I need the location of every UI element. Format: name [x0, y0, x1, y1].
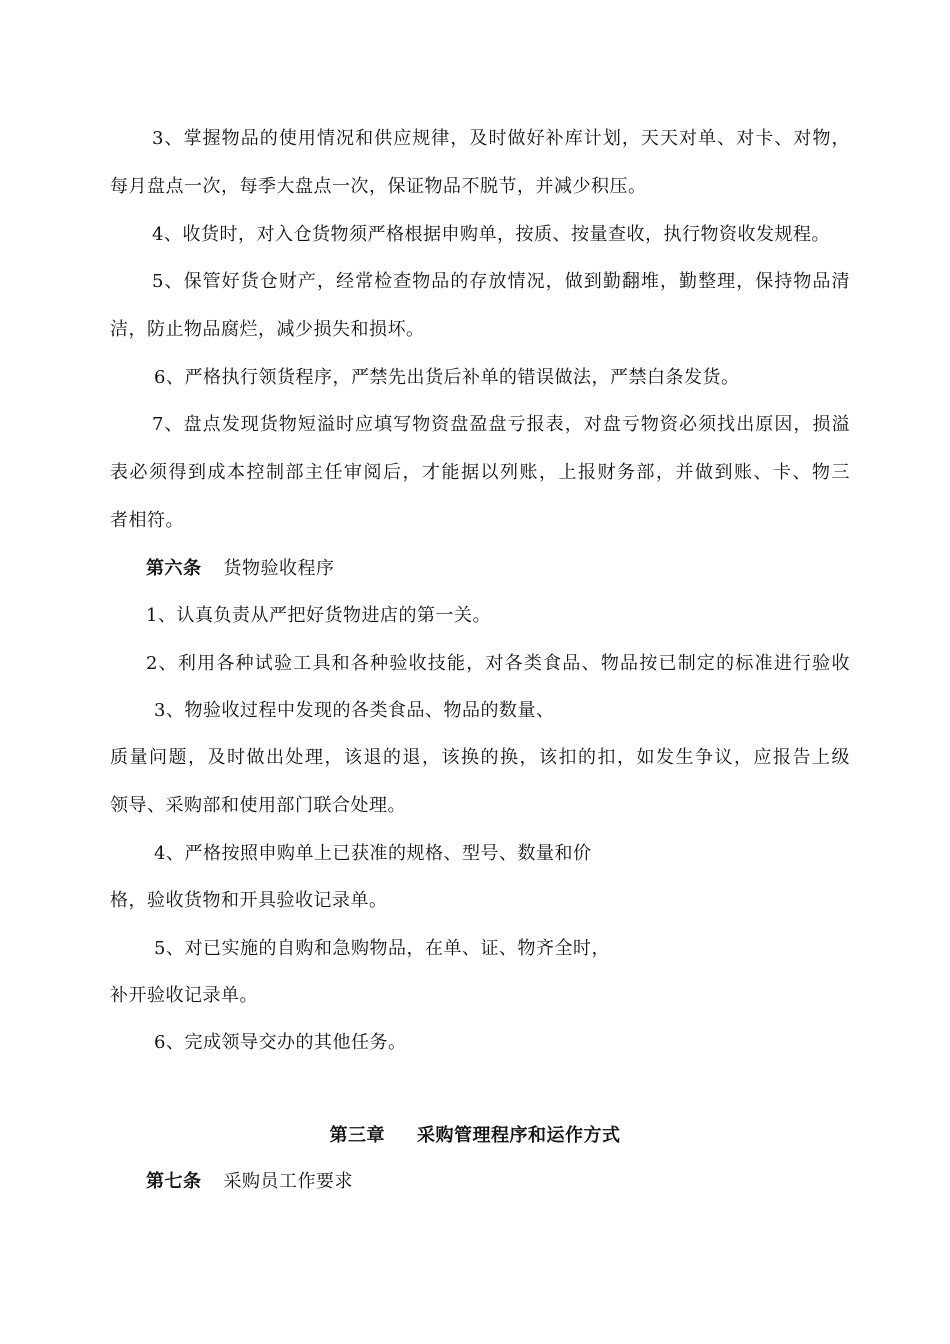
article-heading — [110, 557, 850, 581]
chapter-title: 采购管理程序和运作方式 — [417, 1125, 621, 1146]
article-title: 采购员工作要求 — [223, 1171, 353, 1192]
paragraph-line: 6、严格执行领货程序，严禁先出货后补单的错误做法，严禁白条发货。 — [154, 367, 740, 388]
paragraph-line: 3、掌握物品的使用情况和供应规律，及时做好补库计划，天天对单、对卡、对物， — [152, 128, 850, 149]
paragraph-line: 7、盘点发现货物短溢时应填写物资盘盈盘亏报表，对盘亏物资必须找出原因，损溢 — [152, 414, 850, 435]
paragraph-line: 表必须得到成本控制部主任审阅后，才能据以列账，上报财务部，并做到账、卡、物三 — [110, 462, 850, 483]
paragraph-line: 4、严格按照申购单上已获准的规格、型号、数量和价 — [154, 843, 592, 864]
paragraph-line: 洁，防止物品腐烂，减少损失和损坏。 — [110, 319, 425, 340]
paragraph-line: 领导、采购部和使用部门联合处理。 — [110, 795, 406, 816]
paragraph-line: 质量问题，及时做出处理，该退的退，该换的换，该扣的扣，如发生争议，应报告上级 — [110, 747, 850, 768]
paragraph-line: 3、物验收过程中发现的各类食品、物品的数量、 — [154, 700, 555, 721]
paragraph-line: 者相符。 — [110, 510, 184, 531]
chapter-number: 第三章 — [329, 1125, 385, 1146]
paragraph-line: 1、认真负责从严把好货物进店的第一关。 — [146, 605, 491, 626]
paragraph-line: 4、收货时，对入仓货物须严格根据申购单，按质、按量查收，执行物资收发规程。 — [152, 224, 830, 245]
article-heading — [110, 1170, 850, 1194]
paragraph-line: 2、利用各种试验工具和各种验收技能，对各类食品、物品按已制定的标准进行验收 — [146, 653, 850, 674]
article-label: 第六条 — [146, 558, 202, 579]
paragraph-line: 5、保管好货仓财产，经常检查物品的存放情况，做到勤翻堆，勤整理，保持物品清 — [152, 271, 850, 292]
paragraph-line: 5、对已实施的自购和急购物品，在单、证、物齐全时， — [154, 938, 610, 959]
paragraph-line: 每月盘点一次，每季大盘点一次，保证物品不脱节，并减少积压。 — [110, 176, 647, 197]
paragraph-line: 6、完成领导交办的其他任务。 — [154, 1032, 407, 1053]
chapter-heading — [0, 1124, 950, 1148]
article-title: 货物验收程序 — [223, 558, 335, 579]
paragraph-line: 补开验收记录单。 — [110, 985, 258, 1006]
article-label: 第七条 — [146, 1171, 202, 1192]
paragraph-line: 格，验收货物和开具验收记录单。 — [110, 890, 388, 911]
